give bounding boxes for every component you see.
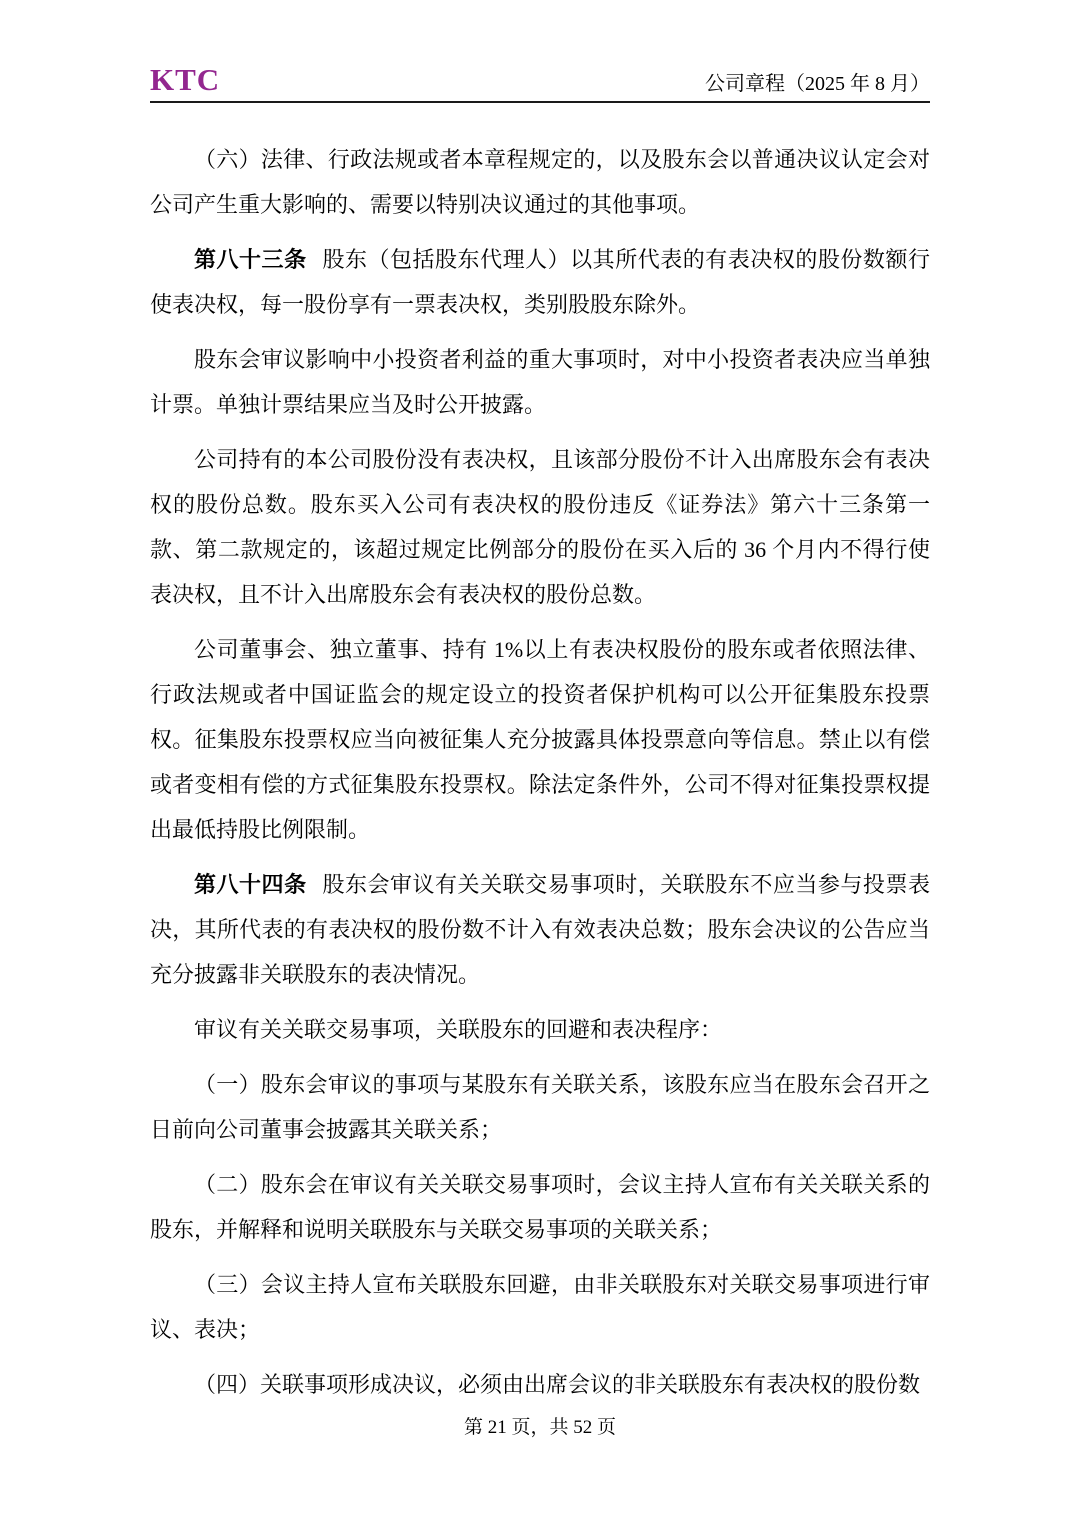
- paragraph-text: 公司持有的本公司股份没有表决权，且该部分股份不计入出席股东会有表决权的股份总数。股东买入公司有表决权的股份违反《证券法》第六十三条第一款、第二款规定的，该超过规定比例部分的股份在买入后的 36 个月内不得行使表决权，且不计入出席股东会有表决权的股份总数。: [150, 447, 930, 607]
- paragraph-text: （三）会议主持人宣布关联股东回避，由非关联股东对关联交易事项进行审议、表决；: [150, 1272, 930, 1342]
- paragraph-text: （四）关联事项形成决议，必须由出席会议的非关联股东有表决权的股份数: [194, 1372, 921, 1397]
- paragraph: [150, 337, 930, 427]
- paragraph: [150, 1262, 930, 1352]
- paragraph: [150, 862, 930, 997]
- paragraph-text: （一）股东会审议的事项与某股东有关联关系，该股东应当在股东会召开之日前向公司董事会披露其关联关系；: [150, 1072, 930, 1142]
- paragraph-text: （二）股东会在审议有关关联交易事项时，会议主持人宣布有关关联关系的股东，并解释和说明关联股东与关联交易事项的关联关系；: [150, 1172, 930, 1242]
- paragraph: [150, 627, 930, 852]
- header-doc-title: 公司章程（2025 年 8 月）: [705, 73, 930, 95]
- paragraph-text: 股东会审议有关关联交易事项时，关联股东不应当参与投票表决，其所代表的有表决权的股份数不计入有效表决总数；股东会决议的公告应当充分披露非关联股东的表决情况。: [150, 872, 930, 987]
- paragraph: [150, 1362, 930, 1407]
- page-number: 第 21 页，共 52 页: [463, 1417, 616, 1438]
- paragraph-text: （六）法律、行政法规或者本章程规定的，以及股东会以普通决议认定会对公司产生重大影响的、需要以特别决议通过的其他事项。: [150, 147, 930, 217]
- paragraph: [150, 237, 930, 327]
- paragraph: [150, 1162, 930, 1252]
- paragraph: [150, 437, 930, 617]
- company-logo: KTC: [150, 62, 221, 97]
- paragraph: [150, 1062, 930, 1152]
- page-header: [150, 64, 930, 95]
- document-body: [150, 103, 930, 1407]
- article-number: 第八十三条: [194, 247, 307, 272]
- paragraph: [150, 137, 930, 227]
- page-footer: [0, 1412, 1080, 1439]
- paragraph-text: 审议有关关联交易事项，关联股东的回避和表决程序：: [194, 1017, 723, 1042]
- paragraph-text: 股东会审议影响中小投资者利益的重大事项时，对中小投资者表决应当单独计票。单独计票结果应当及时公开披露。: [150, 347, 930, 417]
- paragraph-text: 股东（包括股东代理人）以其所代表的有表决权的股份数额行使表决权，每一股份享有一票表决权，类别股股东除外。: [150, 247, 930, 317]
- paragraph: [150, 1007, 930, 1052]
- paragraph-text: 公司董事会、独立董事、持有 1%以上有表决权股份的股东或者依照法律、行政法规或者中国证监会的规定设立的投资者保护机构可以公开征集股东投票权。征集股东投票权应当向被征集人充分披露具体投票意向等信息。禁止以有偿或者变相有偿的方式征集股东投票权。除法定条件外，公司不得对征集投票权提出最低持股比例限制。: [150, 637, 930, 842]
- article-number: 第八十四条: [194, 872, 307, 897]
